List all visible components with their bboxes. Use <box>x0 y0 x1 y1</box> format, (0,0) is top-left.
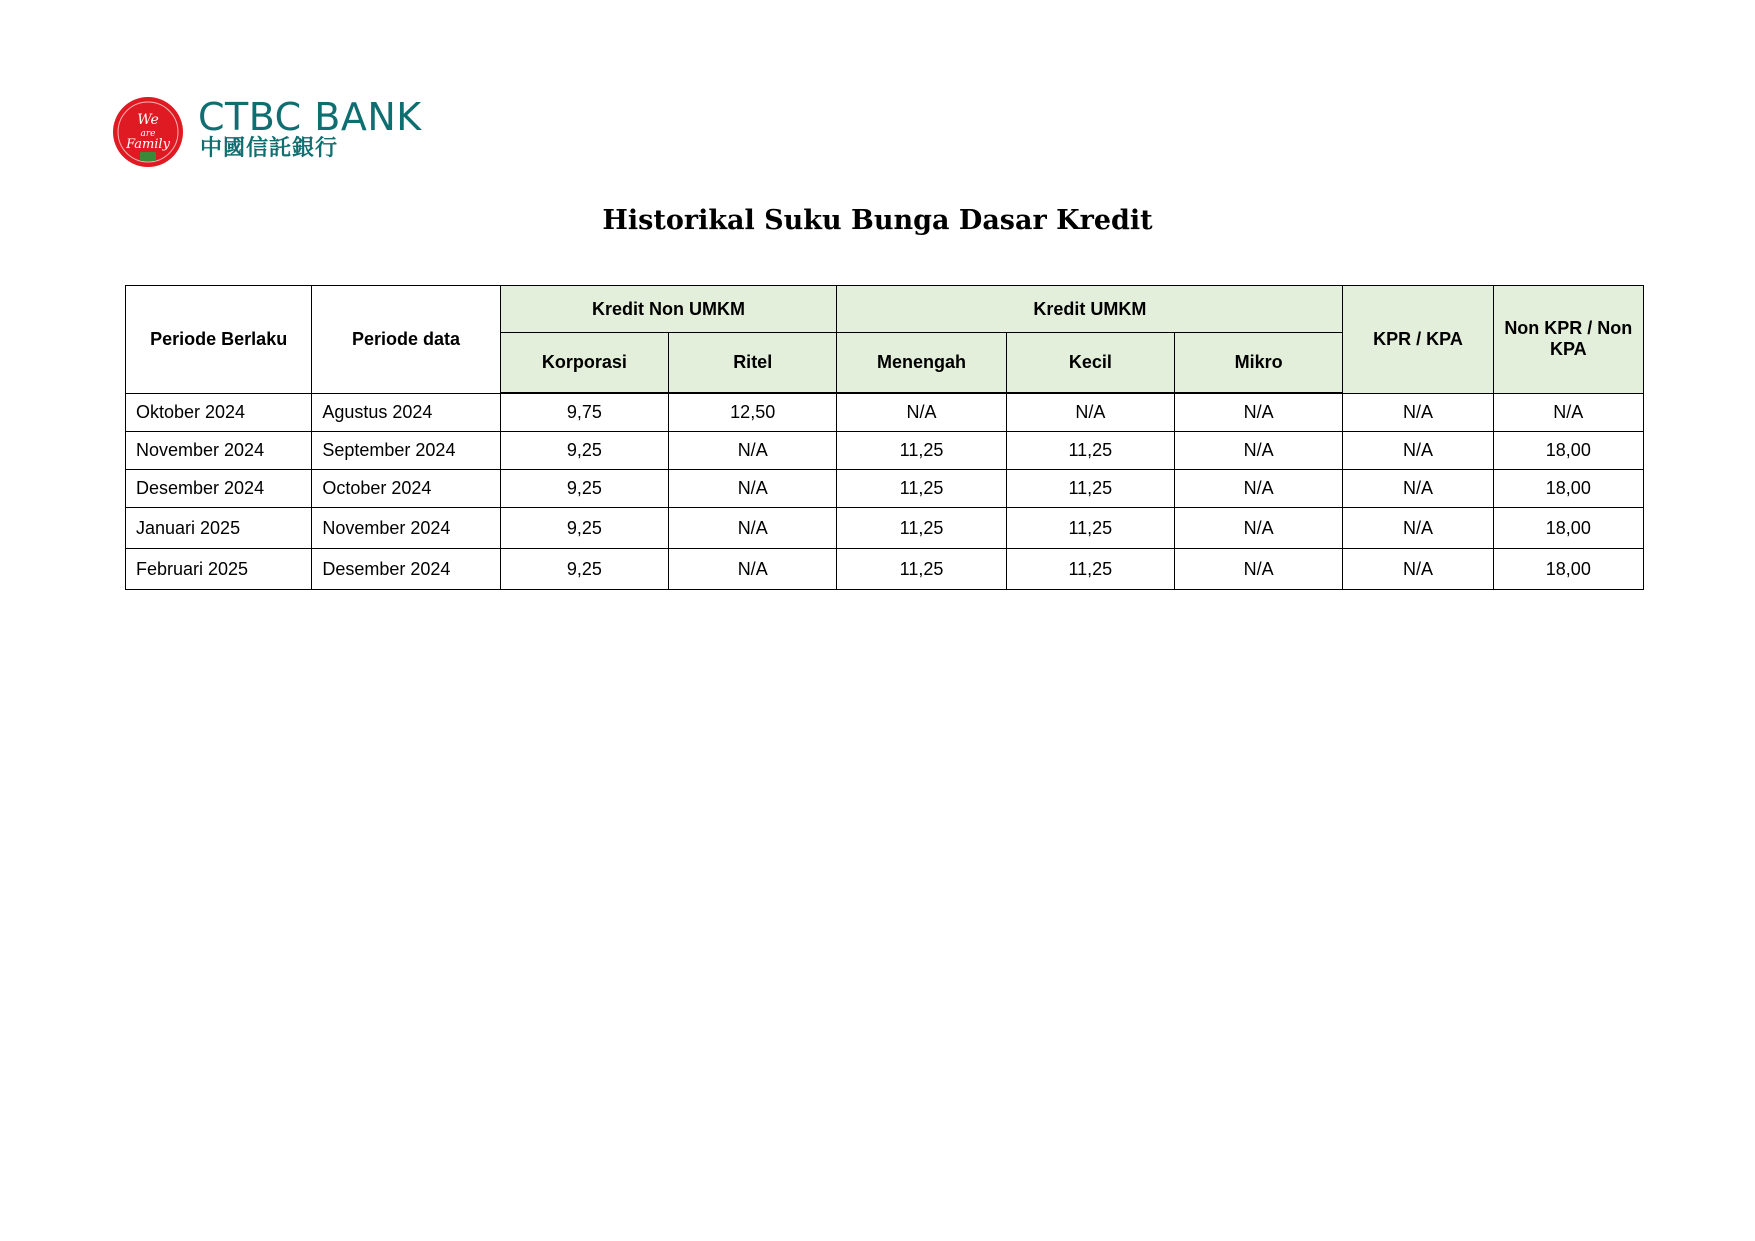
table-row <box>126 432 1644 470</box>
cell-non-kpr-kpa: 18,00 <box>1493 508 1643 549</box>
cell-kpr-kpa: N/A <box>1343 393 1493 432</box>
cell-menengah: 11,25 <box>837 432 1006 470</box>
cell-menengah: 11,25 <box>837 470 1006 508</box>
we-are-family-seal-icon <box>112 96 184 168</box>
header-korporasi: Korporasi <box>500 333 668 394</box>
cell-kecil: 11,25 <box>1006 470 1174 508</box>
header-row-1 <box>126 286 1644 333</box>
header-periode-berlaku: Periode Berlaku <box>126 286 312 394</box>
cell-non-kpr-kpa: 18,00 <box>1493 432 1643 470</box>
cell-mikro: N/A <box>1175 432 1343 470</box>
cell-korporasi: 9,25 <box>500 470 668 508</box>
cell-non-kpr-kpa: N/A <box>1493 393 1643 432</box>
cell-korporasi: 9,25 <box>500 432 668 470</box>
cell-non-kpr-kpa: 18,00 <box>1493 470 1643 508</box>
table-row <box>126 508 1644 549</box>
header-kredit-umkm: Kredit UMKM <box>837 286 1343 333</box>
cell-mikro: N/A <box>1175 470 1343 508</box>
cell-periode-berlaku: November 2024 <box>126 432 312 470</box>
cell-kecil: 11,25 <box>1006 508 1174 549</box>
cell-ritel: N/A <box>669 470 837 508</box>
cell-mikro: N/A <box>1175 508 1343 549</box>
cell-periode-data: Desember 2024 <box>312 549 500 590</box>
svg-text:We: We <box>137 112 159 128</box>
cell-kpr-kpa: N/A <box>1343 470 1493 508</box>
cell-ritel: N/A <box>669 549 837 590</box>
cell-periode-data: November 2024 <box>312 508 500 549</box>
table-row <box>126 549 1644 590</box>
cell-non-kpr-kpa: 18,00 <box>1493 549 1643 590</box>
cell-kecil: N/A <box>1006 393 1174 432</box>
cell-periode-berlaku: Februari 2025 <box>126 549 312 590</box>
header-non-kpr-kpa: Non KPR / Non KPA <box>1493 286 1643 394</box>
cell-mikro: N/A <box>1175 549 1343 590</box>
svg-text:Family: Family <box>126 137 170 152</box>
page-title: Historikal Suku Bunga Dasar Kredit <box>602 205 1153 236</box>
brand-name-chinese: 中國信託銀行 <box>200 136 339 161</box>
svg-text:are: are <box>140 129 156 139</box>
cell-periode-data: September 2024 <box>312 432 500 470</box>
header-kredit-non-umkm: Kredit Non UMKM <box>500 286 837 333</box>
cell-korporasi: 9,25 <box>500 508 668 549</box>
header-menengah: Menengah <box>837 333 1006 394</box>
cell-kpr-kpa: N/A <box>1343 432 1493 470</box>
cell-ritel: 12,50 <box>669 393 837 432</box>
cell-korporasi: 9,75 <box>500 393 668 432</box>
cell-kecil: 11,25 <box>1006 549 1174 590</box>
cell-mikro: N/A <box>1175 393 1343 432</box>
cell-kpr-kpa: N/A <box>1343 549 1493 590</box>
interest-rate-table <box>125 285 1644 590</box>
cell-kecil: 11,25 <box>1006 432 1174 470</box>
header-periode-data: Periode data <box>312 286 500 394</box>
cell-kpr-kpa: N/A <box>1343 508 1493 549</box>
ctbc-logo <box>112 96 432 170</box>
cell-menengah: N/A <box>837 393 1006 432</box>
cell-ritel: N/A <box>669 432 837 470</box>
cell-periode-data: Agustus 2024 <box>312 393 500 432</box>
cell-periode-berlaku: Januari 2025 <box>126 508 312 549</box>
header-kecil: Kecil <box>1006 333 1174 394</box>
header-kpr-kpa: KPR / KPA <box>1343 286 1493 394</box>
header-ritel: Ritel <box>669 333 837 394</box>
brand-name-english: CTBC BANK <box>198 95 422 139</box>
cell-korporasi: 9,25 <box>500 549 668 590</box>
header-mikro: Mikro <box>1175 333 1343 394</box>
cell-ritel: N/A <box>669 508 837 549</box>
cell-periode-berlaku: Oktober 2024 <box>126 393 312 432</box>
cell-periode-data: October 2024 <box>312 470 500 508</box>
cell-menengah: 11,25 <box>837 508 1006 549</box>
cell-menengah: 11,25 <box>837 549 1006 590</box>
table-row <box>126 393 1644 432</box>
table-row <box>126 470 1644 508</box>
cell-periode-berlaku: Desember 2024 <box>126 470 312 508</box>
